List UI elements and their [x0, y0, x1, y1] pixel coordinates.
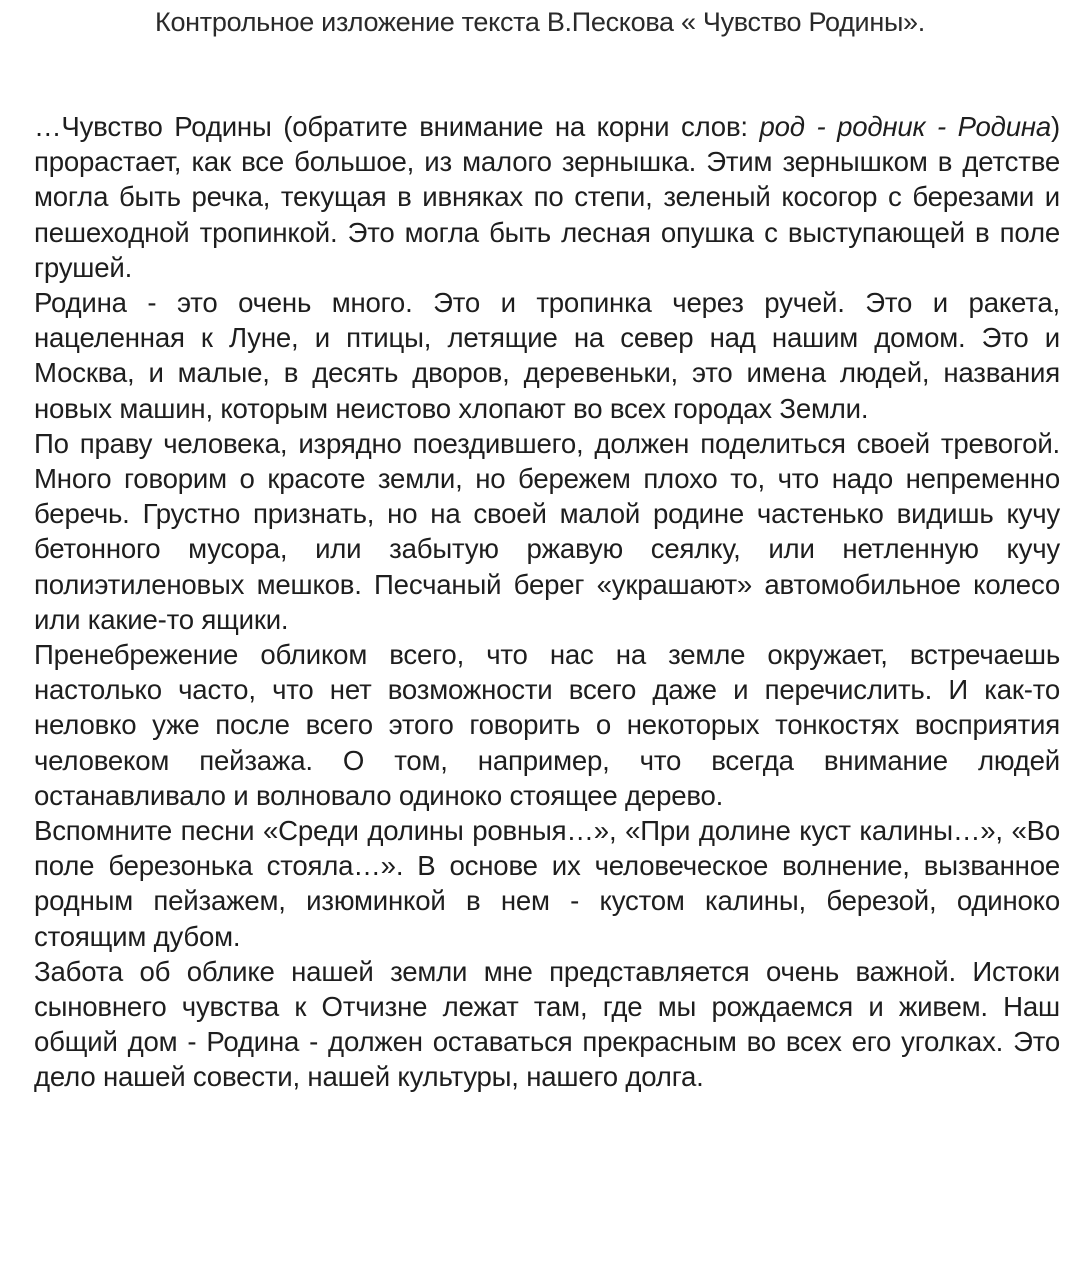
document-body	[34, 109, 1060, 1095]
paragraph-3-text: По праву человека, изрядно поездившего, должен поделиться своей тревогой. Много говорим о красоте земли, но бережем плохо то, что надо непременно беречь. Грустно признать, но на своей малой родине частенько видишь кучу бетонного мусора, или забытую ржавую сеялку, или нетленную кучу полиэтиленовых мешков. Песчаный берег «украшают» автомобильное колесо или какие-то ящики.	[34, 427, 1060, 635]
paragraph-5-text: Вспомните песни «Среди долины ровныя…», «При долине куст калины…», «Во поле березонька стояла…». В основе их человеческое волнение, вызванное родным пейзажем, изюминкой в нем - кустом калины, березой, одиноко стоящим дубом.	[34, 815, 1060, 952]
paragraph-1-text: …Чувство Родины (обратите внимание на корни слов:	[34, 111, 760, 142]
paragraph-5	[34, 813, 1060, 954]
paragraph-2	[34, 285, 1060, 426]
document-title: Контрольное изложение текста В.Пескова « Чувство Родины».	[155, 7, 925, 37]
paragraph-2-text: Родина - это очень много. Это и тропинка через ручей. Это и ракета, нацеленная к Луне, и птицы, летящие на север над нашим домом. Это и Москва, и малые, в десять дворов, деревеньки, это имена людей, названия новых машин, которым неистово хлопают во всех городах Земли.	[34, 287, 1060, 424]
paragraph-4	[34, 637, 1060, 813]
paragraph-1-italic-words: род - родник - Родина	[759, 111, 1051, 142]
paragraph-1	[34, 109, 1060, 285]
paragraph-6	[34, 954, 1060, 1095]
paragraph-4-text: Пренебрежение обликом всего, что нас на земле окружает, встречаешь настолько часто, что нет возможности всего даже и перечислить. И как-то неловко уже после всего этого говорить о некоторых тонкостях восприятия человеком пейзажа. О том, например, что всегда внимание людей останавливало и волновало одиноко стоящее дерево.	[34, 639, 1060, 811]
paragraph-6-text: Забота об облике нашей земли мне представляется очень важной. Истоки сыновнего чувства к Отчизне лежат там, где мы рождаемся и живем. Наш общий дом - Родина - должен оставаться прекрасным во всех его уголках. Это дело нашей совести, нашей культуры, нашего долга.	[34, 955, 1060, 1093]
paragraph-1-text-cont: ) прорастает, как все большое, из малого зернышка. Этим зернышком в детстве могла быть речка, текущая в ивняках по степи, зеленый косогор с березами и пешеходной тропинкой. Это могла быть лесная опушка с выступающей в поле грушей.	[34, 111, 1060, 283]
paragraph-3	[34, 426, 1060, 637]
